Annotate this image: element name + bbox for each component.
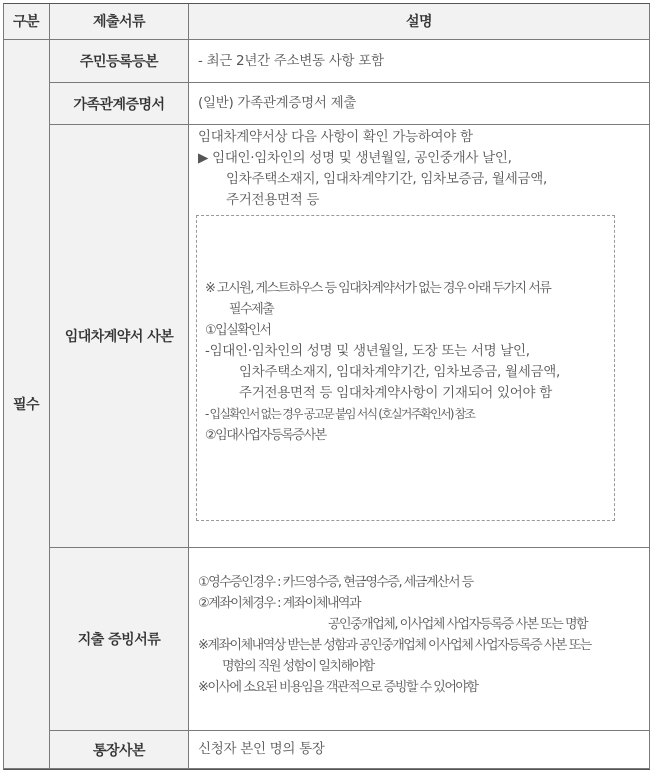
category-required: 필수 (3, 40, 50, 769)
desc-line: 공인중개업체, 이사업체 사업자등록증 사본 또는 명함 (328, 617, 588, 632)
desc-line: 명함의 직원 성함이 일치해야함 (222, 659, 374, 674)
doc-family-relation: 가족관계증명서 (50, 83, 189, 125)
desc-line: ②계좌이체경우 : 계좌이체내역과 (198, 596, 361, 611)
desc-line: ②임대사업자등록증사본 (205, 428, 326, 443)
desc-line: 신청자 본인 명의 통장 (198, 741, 325, 757)
desc-bankbook (189, 731, 650, 769)
header-description: 설명 (189, 3, 650, 40)
lease-note-text (197, 278, 560, 446)
expense-text (189, 572, 591, 698)
desc-line: -임대인·임차인의 성명 및 생년월일, 도장 또는 서명 날인, (205, 343, 530, 359)
desc-line: 임차주택소재지, 임대차계약기간, 임차보증금, 월세금액, (239, 364, 560, 380)
desc-expense-proof (189, 548, 650, 731)
header-document: 제출서류 (50, 3, 189, 40)
desc-line: ※계좌이체내역상 받는분 성함과 공인중개업체 이사업체 사업자등록증 사본 또는 (198, 638, 591, 653)
desc-line: ①영수증인경우 : 카드영수증, 현금영수증, 세금계산서 등 (198, 575, 473, 590)
desc-line: 주거전용면적 등 임대차계약사항이 기재되어 있어야 함 (239, 385, 552, 401)
desc-line: 임차주택소재지, 임대차계약기간, 임차보증금, 월세금액, (226, 171, 547, 187)
desc-line: ※ 고시원, 게스트하우스 등 임대차계약서가 없는 경우 아래 두가지 서류 (205, 281, 551, 296)
doc-bankbook: 통장사본 (50, 731, 189, 769)
desc-line: ▶ 임대인·임차인의 성명 및 생년월일, 공인중개사 날인, (198, 150, 512, 166)
desc-line: 임대차계약서상 다음 사항이 확인 가능하여야 함 (198, 129, 473, 145)
desc-family-relation (189, 83, 650, 125)
desc-line: ※이사에 소요된 비용임을 객관적으로 증빙할 수 있어야함 (198, 680, 478, 695)
desc-line: - 최근 2년간 주소변동 사항 포함 (198, 52, 384, 69)
lease-note-box (196, 215, 615, 521)
desc-line: 필수제출 (229, 302, 274, 317)
lease-top-text (189, 127, 547, 211)
desc-line: 주거전용면적 등 (226, 192, 320, 208)
desc-line: ①입실확인서 (205, 323, 271, 338)
desc-line: - 입실확인서 없는 경우 공고문 붙임 서식 (호실거주확인서) 참조 (205, 407, 475, 421)
doc-lease-contract: 임대차계약서 사본 (50, 125, 189, 548)
desc-resident-registration (189, 40, 650, 83)
header-category: 구분 (3, 3, 50, 40)
doc-expense-proof: 지출 증빙서류 (50, 548, 189, 731)
doc-resident-registration: 주민등록등본 (50, 40, 189, 83)
desc-line: (일반) 가족관계증명서 제출 (198, 95, 357, 111)
